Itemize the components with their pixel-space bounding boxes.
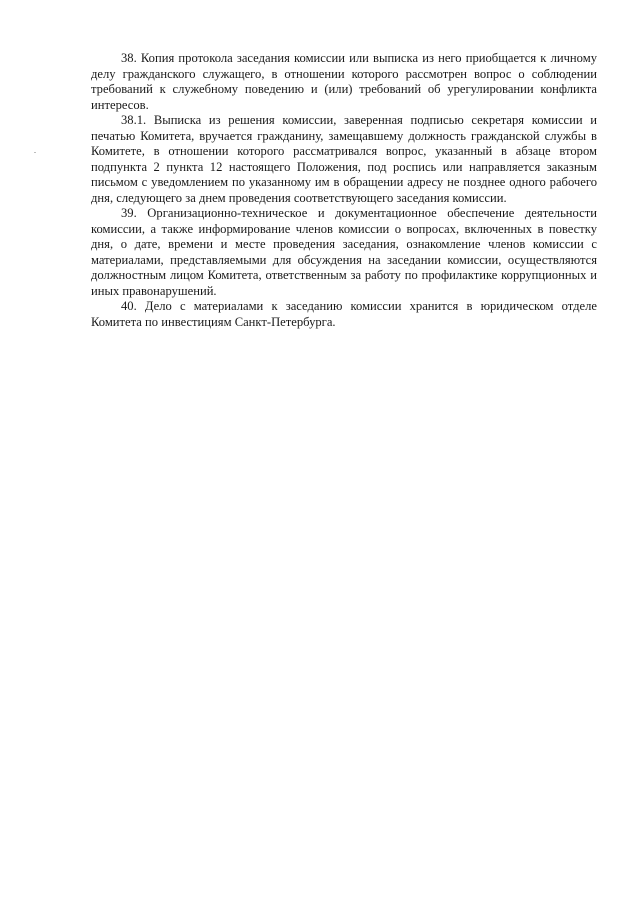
paragraph-38: 38. Копия протокола заседания комиссии или выписка из него приобщается к личному делу гражданского служащего, в отношении которого рассмотрен вопрос о соблюдении требований к служебному поведению и (или) требований об урегулировании конфликта интересов.: [91, 51, 597, 112]
paragraph-39: 39. Организационно-техническое и документационное обеспечение деятельности комиссии, а также информирование членов комиссии о вопросах, включенных в повестку дня, о дате, времени и месте проведения заседания, ознакомление членов комиссии с материалами, представляемыми для обсуждения на заседании комиссии, осуществляются должностным лицом Комитета, ответственным за работу по профилактике коррупционных и иных правонарушений.: [91, 206, 597, 298]
paragraph-38-1: 38.1. Выписка из решения комиссии, заверенная подписью секретаря комиссии и печатью Комитета, вручается гражданину, замещавшему должность гражданской службы в Комитете, в отношении которого рассматривался вопрос, указанный в абзаце втором подпункта 2 пункта 12 настоящего Положения, под роспись или направляется заказным письмом с уведомлением по указанному им в обращении адресу не позднее одного рабочего дня, следующего за днем проведения соответствующего заседания комиссии.: [91, 113, 597, 205]
paragraph-40: 40. Дело с материалами к заседанию комиссии хранится в юридическом отделе Комитета по инвестициям Санкт-Петербурга.: [91, 299, 597, 329]
document-body: [91, 51, 597, 330]
scan-artifact: [34, 152, 36, 153]
